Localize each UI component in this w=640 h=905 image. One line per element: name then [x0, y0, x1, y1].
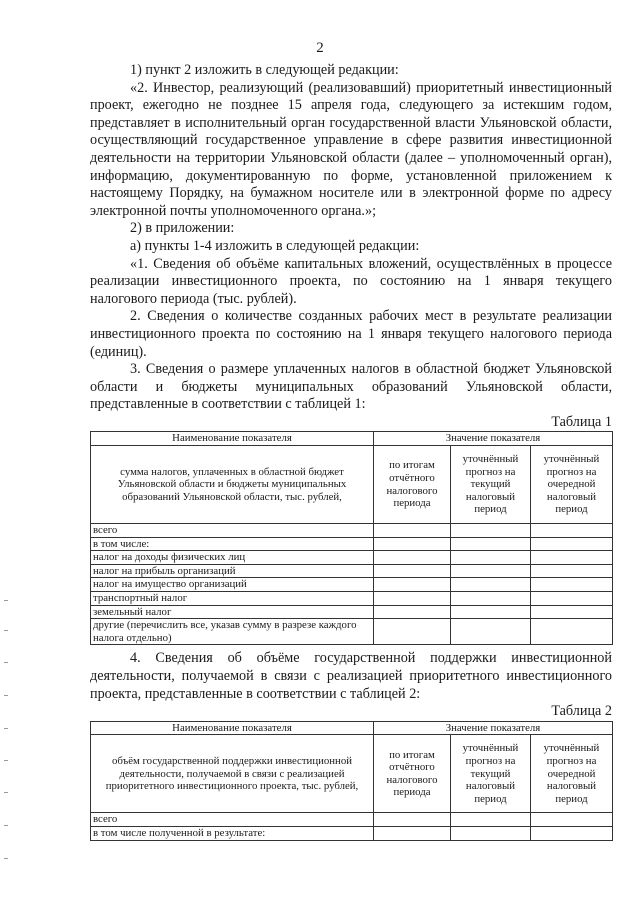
- document-body: [90, 62, 612, 841]
- table-row: налог на доходы физических лиц: [91, 551, 374, 565]
- table2-header-value: Значение показателя: [374, 721, 613, 735]
- paragraph-point-4: 4. Сведения об объёме государственной поддержки инвестиционной деятельности, получаемой в связи с реализацией приоритетного инвестиционного проекта, представленные в соответствии с таблицей 2:: [90, 650, 612, 702]
- table-row: транспортный налог: [91, 592, 374, 606]
- table1-col-next-forecast: уточнённый прогноз на очередной налоговый период: [531, 446, 613, 524]
- table2-col-current-forecast: уточнённый прогноз на текущий налоговый период: [451, 735, 531, 813]
- table1-caption: Таблица 1: [551, 413, 612, 430]
- table2-header-name: Наименование показателя: [91, 721, 374, 735]
- page-number: 2: [316, 40, 324, 56]
- paragraph-item-2-text: «2. Инвестор, реализующий (реализовавший) приоритетный инвестиционный проект, ежегодно не позднее 15 апреля года, следующего за истекшим годом, представляет в исполнительный орган государственной власти Ульяновской области, осуществляющий государственное управление в сфере развития инвестиционной деятельности на территории Ульяновской области (далее – уполномоченный орган), информацию, документированную по форме, установленной приложением к настоящему Порядку, на бумажном носителе или в электронной форме по адресу электронной почты уполномоченного органа.»;: [90, 79, 612, 219]
- table2-col-reporting: по итогам отчётного налогового периода: [374, 735, 451, 813]
- table-row: налог на прибыль организаций: [91, 564, 374, 578]
- table2-indicator: объём государственной поддержки инвестиционной деятельности, получаемой в связи с реализацией приоритетного инвестиционного проекта, тыс. рублей,: [91, 735, 374, 813]
- table1-indicator: сумма налогов, уплаченных в областной бюджет Ульяновской области и бюджеты муниципальных образований Ульяновской области, тыс. рублей,: [91, 446, 374, 524]
- paragraph-subitem-a: а) пункты 1-4 изложить в следующей редакции:: [130, 237, 420, 254]
- table1-col-reporting: по итогам отчётного налогового периода: [374, 446, 451, 524]
- table-row: другие (перечислить все, указав сумму в разрезе каждого налога отдельно): [91, 619, 374, 645]
- paragraph-item-1: 1) пункт 2 изложить в следующей редакции:: [130, 62, 399, 78]
- table2-col-next-forecast: уточнённый прогноз на очередной налоговый период: [531, 735, 613, 813]
- paragraph-point-2: 2. Сведения о количестве созданных рабочих мест в результате реализации инвестиционного проекта по состоянию на 1 января текущего налогового периода (единиц).: [90, 308, 612, 360]
- table-row: всего: [91, 813, 374, 827]
- paragraph-point-1: «1. Сведения об объёме капитальных вложений, осуществлённых в процессе реализации инвестиционного проекта, по состоянию на 1 января текущего налогового периода (тыс. рублей).: [90, 255, 612, 307]
- paragraph-point-3: 3. Сведения о размере уплаченных налогов в областной бюджет Ульяновской области и бюджеты муниципальных образований Ульяновской области, представленные в соответствии с таблицей 1:: [90, 361, 612, 413]
- table1-header-value: Значение показателя: [374, 432, 613, 446]
- table2: [90, 721, 613, 841]
- table1-col-current-forecast: уточнённый прогноз на текущий налоговый период: [451, 446, 531, 524]
- table-row: земельный налог: [91, 605, 374, 619]
- table1: [90, 431, 613, 645]
- paragraph-appendix: 2) в приложении:: [130, 220, 235, 237]
- table-row: налог на имущество организаций: [91, 578, 374, 592]
- table-row: в том числе:: [91, 537, 374, 551]
- table-row: всего: [91, 524, 374, 538]
- table2-caption: Таблица 2: [551, 703, 612, 720]
- table1-header-name: Наименование показателя: [91, 432, 374, 446]
- table-row: в том числе полученной в результате:: [91, 826, 374, 840]
- scan-edge-marks: [4, 600, 10, 900]
